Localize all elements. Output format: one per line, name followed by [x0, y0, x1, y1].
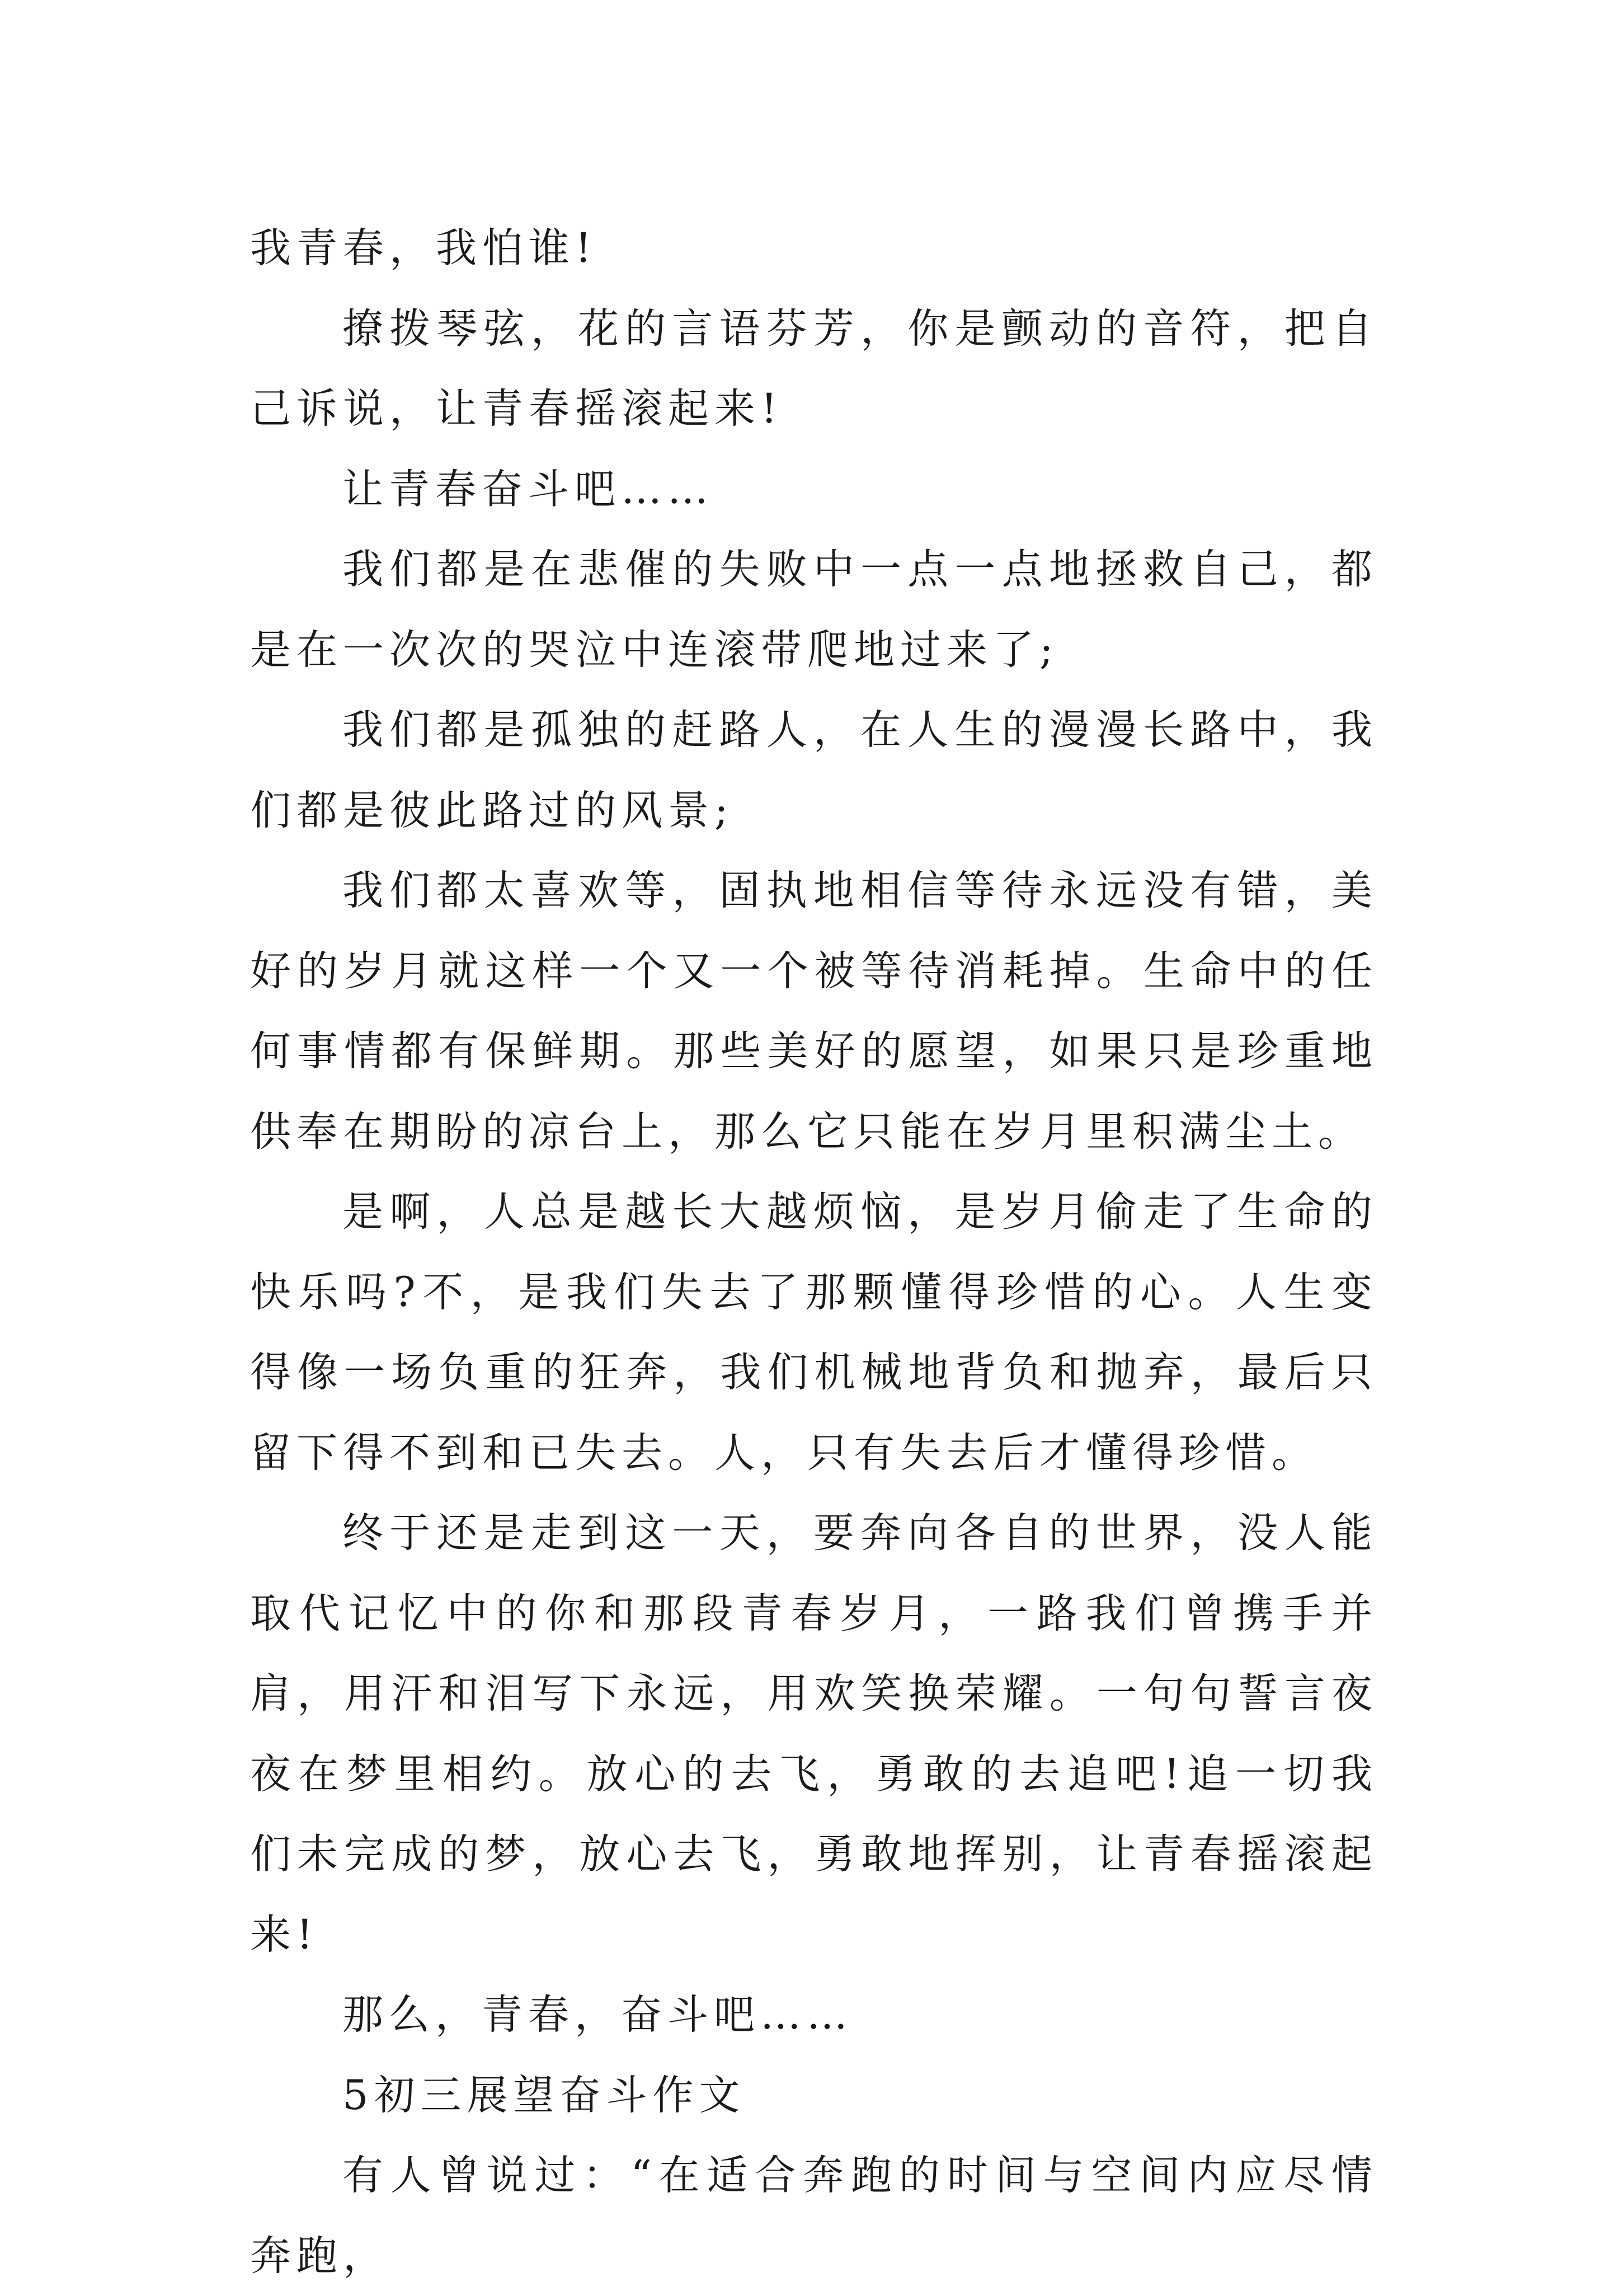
- paragraph: 我们都太喜欢等，固执地相信等待永远没有错，美好的岁月就这样一个又一个被等待消耗掉。生命中的任何事情都有保鲜期。那些美好的愿望，如果只是珍重地供奉在期盼的凉台上，那么它只能在岁月里积满尘土。: [250, 867, 1378, 1156]
- paragraph: 撩拨琴弦，花的言语芬芳，你是颤动的音符，把自己诉说，让青春摇滚起来!: [250, 304, 1378, 433]
- paragraph: 终于还是走到这一天，要奔向各自的世界，没人能取代记忆中的你和那段青春岁月，一路我们曾携手并肩，用汗和泪写下永远，用欢笑换荣耀。一句句誓言夜夜在梦里相约。放心的去飞，勇敢的去追吧!追一切我们未完成的梦，放心去飞，勇敢地挥别，让青春摇滚起来!: [250, 1509, 1378, 1959]
- paragraph: 我们都是在悲催的失败中一点一点地拯救自己，都是在一次次的哭泣中连滚带爬地过来了;: [250, 546, 1378, 674]
- paragraph: 我们都是孤独的赶路人，在人生的漫漫长路中，我们都是彼此路过的风景;: [250, 706, 1378, 834]
- paragraph: 有人曾说过：“在适合奔跑的时间与空间内应尽情奔跑，: [250, 2152, 1378, 2280]
- article-body: [250, 208, 1378, 2296]
- paragraph: 让青春奋斗吧……: [342, 465, 714, 513]
- paragraph-continuation: 我青春，我怕谁!: [250, 224, 597, 272]
- paragraph: 是啊，人总是越长大越烦恼，是岁月偷走了生命的快乐吗?不，是我们失去了那颗懂得珍惜的心。人生变得像一场负重的狂奔，我们机械地背负和抛弃，最后只留下得不到和已失去。人，只有失去后才懂得珍惜。: [250, 1188, 1378, 1477]
- section-heading: 5初三展望奋斗作文: [342, 2071, 746, 2119]
- paragraph: 那么，青春，奋斗吧……: [342, 1991, 853, 2039]
